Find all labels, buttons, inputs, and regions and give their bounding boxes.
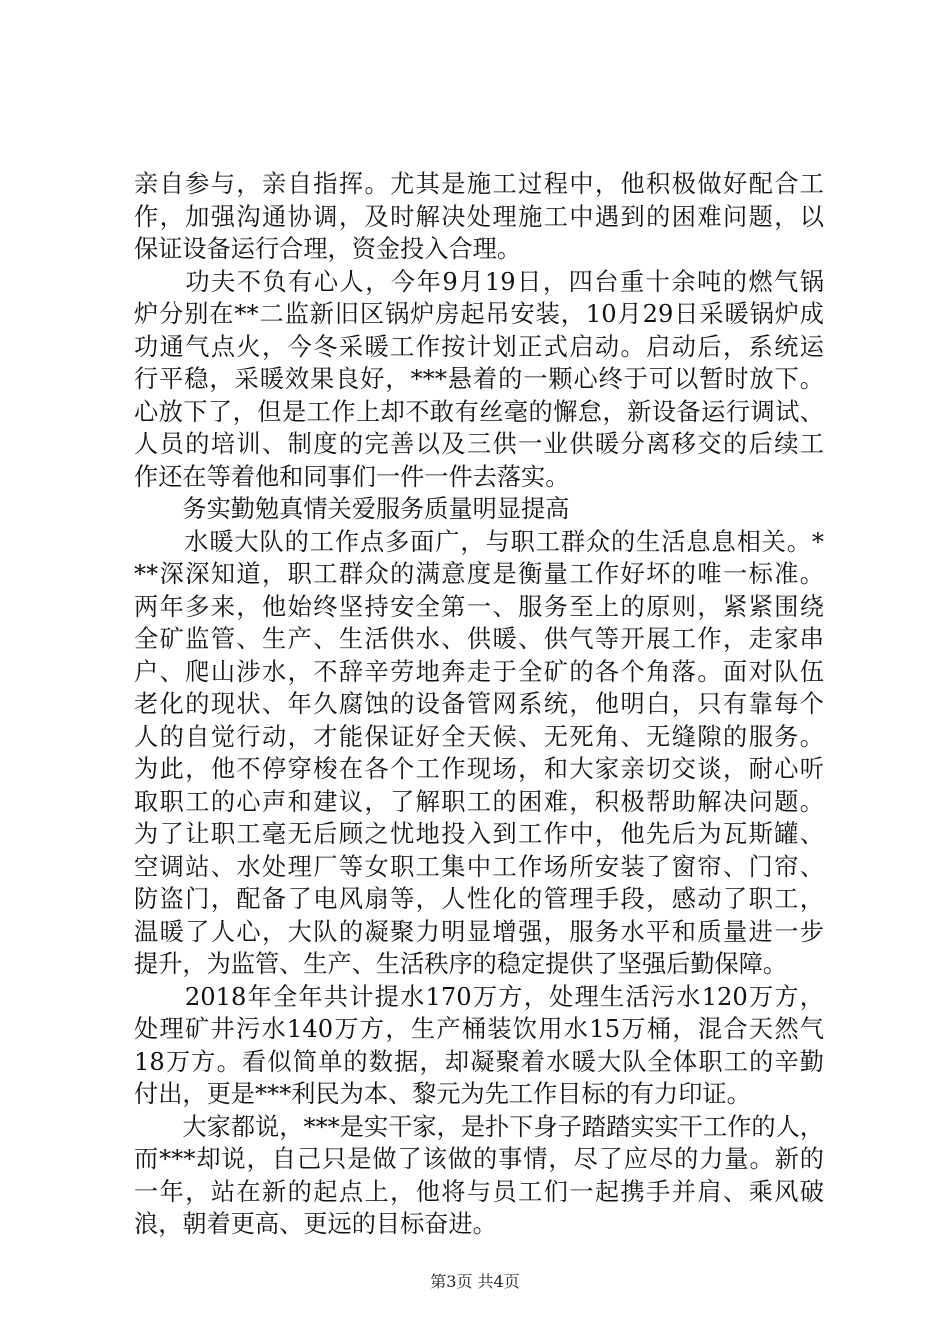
- text-line: 户、爬山涉水，不辞辛劳地奔走于全矿的各个角落。面对队伍: [134, 657, 824, 686]
- text-line: 保证设备运行合理，资金投入合理。: [134, 235, 522, 263]
- text-line: 付出，更是***利民为本、黎元为先工作目标的有力印证。: [134, 1080, 751, 1108]
- text-line: 行平稳，采暖效果良好，***悬着的一颗心终于可以暂时放下。: [134, 365, 824, 393]
- text-line: 提升，为监管、生产、生活秩序的稳定提供了坚强后勤保障。: [134, 950, 788, 978]
- page-number-footer: 第3页 共4页: [430, 1272, 520, 1291]
- text-line: 炉分别在**二监新旧区锅炉房起吊安装，10月29日采暖锅炉成: [134, 300, 824, 328]
- text-line: 防盗门，配备了电风扇等，人性化的管理手段，感动了职工，: [134, 885, 824, 913]
- text-line: 作，加强沟通协调，及时解决处理施工中遇到的困难问题，以: [134, 202, 824, 231]
- text-line: 老化的现状、年久腐蚀的设备管网系统，他明白，只有靠每个: [134, 690, 824, 718]
- text-line: 一年，站在新的起点上，他将与员工们一起携手并肩、乘风破: [134, 1177, 824, 1206]
- text-line: 2018年全年共计提水170万方，处理生活污水120万方，: [134, 982, 824, 1011]
- text-line: 温暖了人心，大队的凝聚力明显增强，服务水平和质量进一步: [134, 917, 824, 946]
- text-line: 水暖大队的工作点多面广，与职工群众的生活息息相关。*: [134, 527, 824, 556]
- text-line: **深深知道，职工群众的满意度是衡量工作好坏的唯一标准。: [134, 560, 824, 588]
- text-line: 作还在等着他和同事们一件一件去落实。: [134, 462, 570, 491]
- text-line: 为了让职工毫无后顾之忧地投入到工作中，他先后为瓦斯罐、: [134, 820, 824, 848]
- text-line: 亲自参与，亲自指挥。尤其是施工过程中，他积极做好配合工: [134, 170, 824, 198]
- text-line: 功通气点火，今冬采暖工作按计划正式启动。启动后，系统运: [134, 332, 824, 361]
- text-line: 取职工的心声和建议，了解职工的困难，积极帮助解决问题。: [134, 787, 824, 816]
- text-line: 18万方。看似简单的数据，却凝聚着水暖大队全体职工的辛勤: [134, 1047, 824, 1076]
- text-line: 空调站、水处理厂等女职工集中工作场所安装了窗帘、门帘、: [134, 852, 824, 881]
- text-line: 人的自觉行动，才能保证好全天候、无死角、无缝隙的服务。: [134, 722, 824, 751]
- text-line: 为此，他不停穿梭在各个工作现场，和大家亲切交谈，耐心听: [134, 755, 824, 783]
- text-line: 大家都说，***是实干家，是扑下身子踏踏实实干工作的人，: [134, 1112, 824, 1141]
- text-line: 功夫不负有心人，今年9月19日，四台重十余吨的燃气锅: [134, 267, 824, 296]
- section-heading: 务实勤勉真情关爱服务质量明显提高: [134, 495, 570, 523]
- text-line: 浪，朝着更高、更远的目标奋进。: [134, 1210, 497, 1238]
- text-line: 人员的培训、制度的完善以及三供一业供暖分离移交的后续工: [134, 430, 824, 458]
- text-line: 心放下了，但是工作上却不敢有丝毫的懈怠，新设备运行调试、: [134, 397, 824, 426]
- text-line: 全矿监管、生产、生活供水、供暖、供气等开展工作，走家串: [134, 625, 824, 653]
- document-body: [134, 168, 824, 1241]
- text-line: 而***却说，自己只是做了该做的事情，尽了应尽的力量。新的: [134, 1145, 824, 1173]
- text-line: 处理矿井污水140万方，生产桶装饮用水15万桶，混合天然气: [134, 1015, 824, 1043]
- text-line: 两年多来，他始终坚持安全第一、服务至上的原则，紧紧围绕: [134, 592, 824, 621]
